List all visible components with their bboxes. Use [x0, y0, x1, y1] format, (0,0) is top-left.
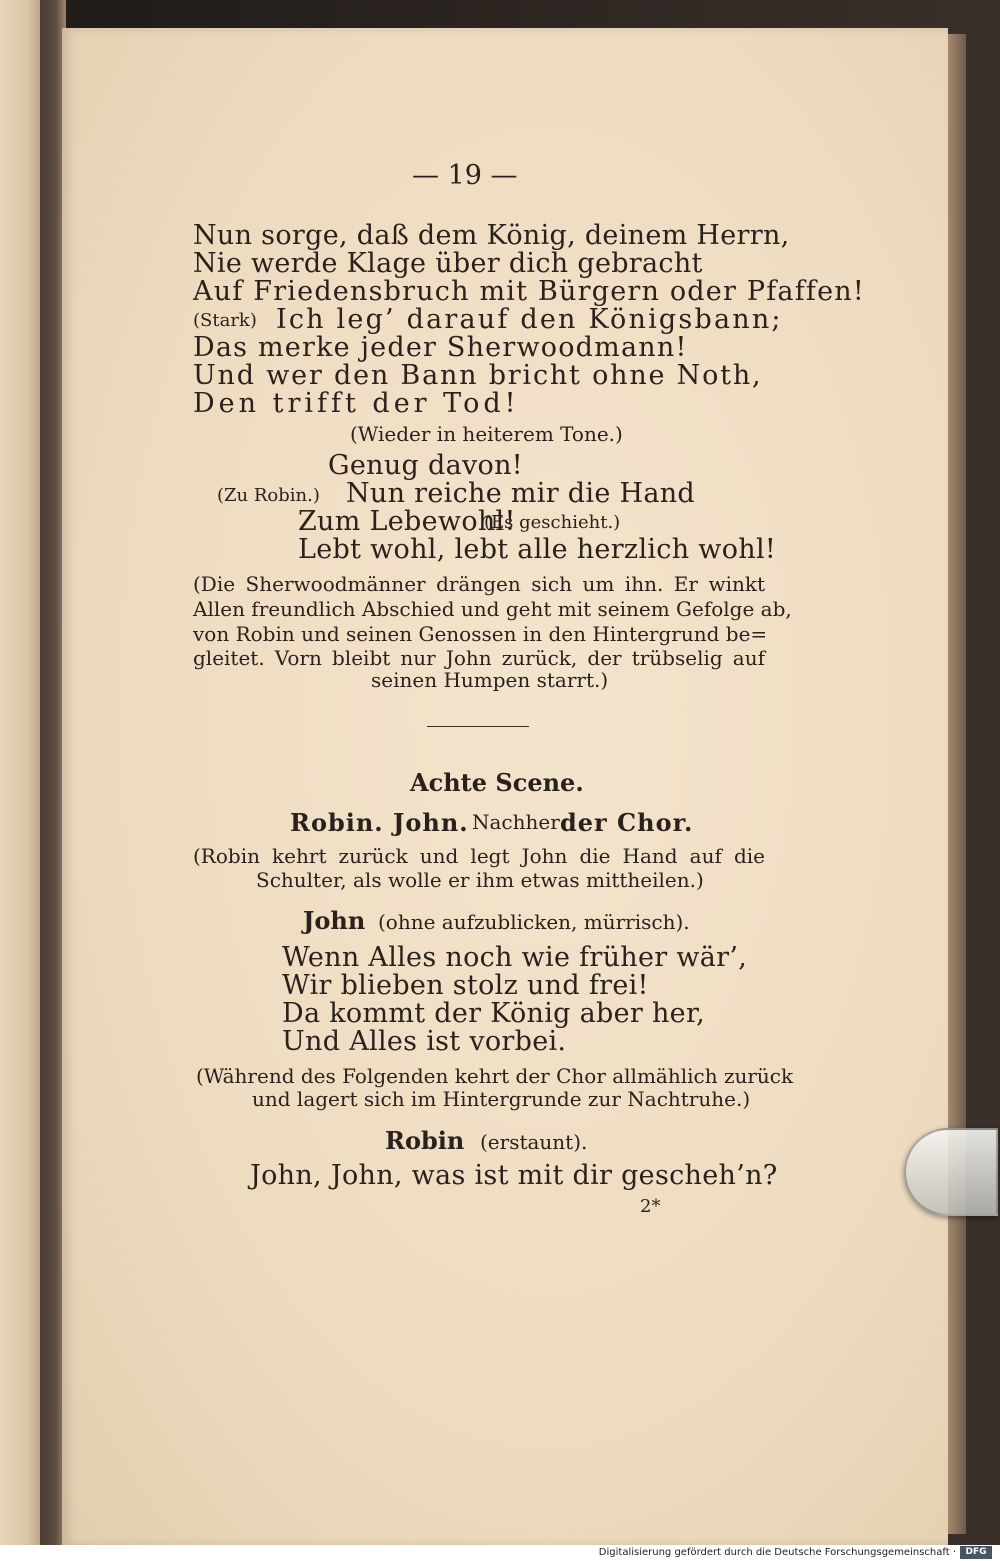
stage-direction: (Die Sherwoodmänner drängen sich um ihn. Er winkt: [193, 572, 765, 596]
scene-divider: [427, 726, 529, 727]
verse-line: Zum Lebewohl!: [298, 506, 516, 537]
stage-direction: (Stark): [193, 310, 257, 331]
scene-title: Achte Scene.: [410, 768, 584, 797]
verse-line: Nun reiche mir die Hand: [346, 478, 696, 509]
speaker-name: John: [303, 906, 366, 935]
verse-line: Genug davon!: [328, 450, 523, 481]
stage-direction: Schulter, als wolle er ihm etwas mittheilen.): [256, 868, 704, 892]
signature-mark: 2*: [640, 1196, 661, 1217]
scene-characters-chor: der Chor.: [560, 808, 694, 837]
stage-direction: von Robin und seinen Genossen in den Hintergrund be=: [193, 622, 768, 646]
verse-line: Ich leg’ darauf den Königsbann;: [276, 304, 783, 335]
stage-direction: (Zu Robin.): [217, 485, 320, 506]
verse-line: Den trifft der Tod!: [193, 388, 520, 419]
stage-direction: und lagert sich im Hintergrunde zur Nachtruhe.): [252, 1087, 751, 1111]
verse-line: Und wer den Bann bricht ohne Noth,: [193, 360, 763, 391]
verse-line: Nun sorge, daß dem König, deinem Herrn,: [193, 220, 790, 251]
verse-line: Da kommt der König aber her,: [282, 998, 706, 1029]
verse-line: Wir blieben stolz und frei!: [282, 970, 649, 1001]
verse-line: Lebt wohl, lebt alle herzlich wohl!: [298, 534, 777, 565]
page-clip: [904, 1128, 998, 1216]
facing-page-edge: [0, 0, 44, 1550]
stage-direction: seinen Humpen starrt.): [371, 668, 609, 692]
stage-direction: gleitet. Vorn bleibt nur John zurück, der trübselig auf: [193, 646, 765, 670]
dfg-logo: DFG: [960, 1546, 992, 1559]
page-block-edge: [946, 34, 966, 1534]
stage-direction: (erstaunt).: [480, 1130, 588, 1154]
verse-line: John, John, was ist mit dir gescheh’n?: [250, 1160, 778, 1191]
verse-line: Auf Friedensbruch mit Bürgern oder Pfaffen!: [193, 276, 865, 307]
scene-characters-later: Nachher: [472, 810, 560, 834]
verse-line: Nie werde Klage über dich gebracht: [193, 248, 703, 279]
speaker-name: Robin: [385, 1126, 465, 1155]
verse-line: Und Alles ist vorbei.: [282, 1026, 567, 1057]
page-number: — 19 —: [412, 160, 518, 191]
stage-direction: (Es geschieht.): [484, 512, 621, 533]
stage-direction: (Robin kehrt zurück und legt John die Hand auf die: [193, 844, 765, 868]
scene-characters: Robin. John.: [290, 808, 469, 837]
stage-direction: (ohne aufzublicken, mürrisch).: [378, 910, 690, 934]
stage-direction: Allen freundlich Abschied und geht mit seinem Gefolge ab,: [193, 597, 792, 621]
footer-credit: Digitalisierung gefördert durch die Deutsche Forschungsgemeinschaft ·: [598, 1547, 956, 1558]
stage-direction: (Während des Folgenden kehrt der Chor allmählich zurück: [196, 1064, 794, 1088]
stage-direction: (Wieder in heiterem Tone.): [350, 422, 623, 446]
verse-line: Wenn Alles noch wie früher wär’,: [282, 942, 748, 973]
verse-line: Das merke jeder Sherwoodmann!: [193, 332, 688, 363]
